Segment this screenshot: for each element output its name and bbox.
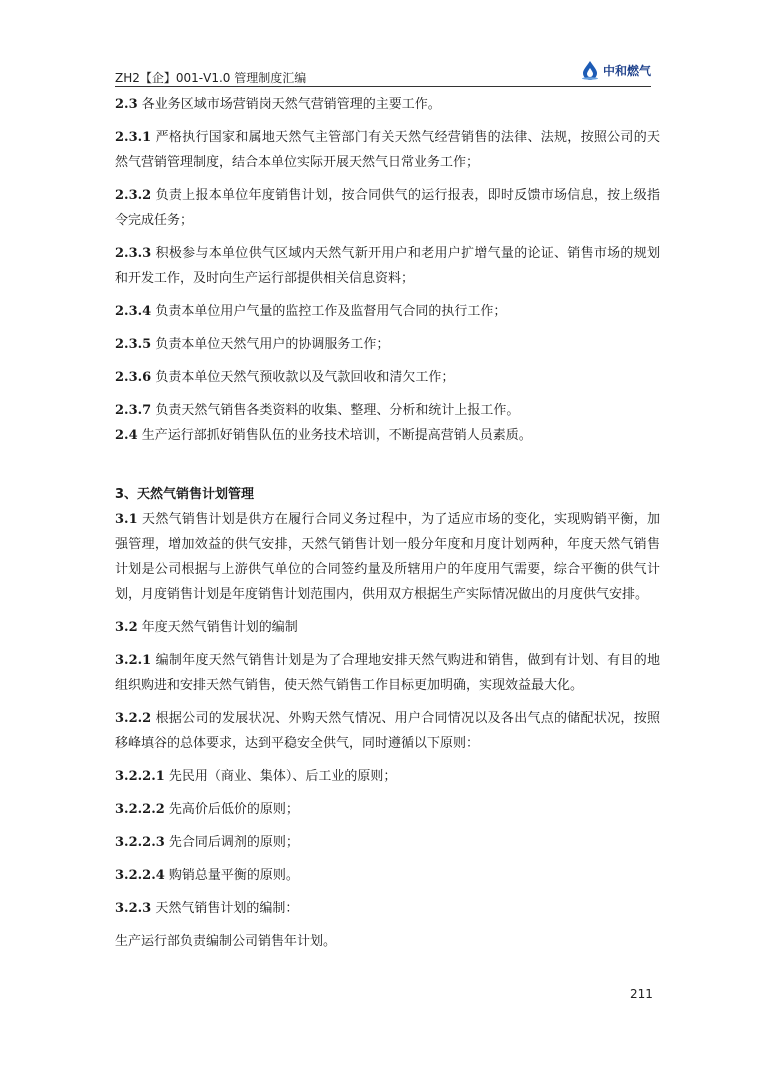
paragraph-3-2-2-2: 3.2.2.2 先高价后低价的原则； xyxy=(115,802,299,817)
header-divider xyxy=(115,86,651,87)
section-3-heading: 3、天然气销售计划管理 xyxy=(115,487,255,502)
paragraph-3-2-3: 3.2.3 天然气销售计划的编制： xyxy=(115,901,299,916)
paragraph-3-1: 3.1 天然气销售计划是供方在履行合同义务过程中，为了适应市场的变化，实现购销平衡，加强管理，增加效益的供气安排，天然气销售计划一般分年度和月度计划两种，年度天然气销售计划是公司根据与上游供气单位的合同签约量及所辖用户的年度用气需要，综合平衡的供气计划，月度销售计划是年度销售计划范围内，供用双方根据生产实际情况做出的月度供气安排。 xyxy=(115,512,660,602)
paragraph-3-2-1: 3.2.1 编制年度天然气销售计划是为了合理地安排天然气购进和销售，做到有计划、有目的地组织购进和安排天然气销售，使天然气销售工作目标更加明确，实现效益最大化。 xyxy=(115,653,660,693)
flame-drop-icon xyxy=(580,60,600,80)
paragraph-2-3-1: 2.3.1 严格执行国家和属地天然气主管部门有关天然气经营销售的法律、法规，按照公司的天然气营销管理制度，结合本单位实际开展天然气日常业务工作； xyxy=(115,130,660,170)
paragraph-2-3-7: 2.3.7 负责天然气销售各类资料的收集、整理、分析和统计上报工作。 xyxy=(115,403,520,418)
paragraph-3-2-2: 3.2.2 根据公司的发展状况、外购天然气情况、用户合同情况以及各出气点的储配状况，按照移峰填谷的总体要求，达到平稳安全供气，同时遵循以下原则： xyxy=(115,711,660,751)
paragraph-3-2: 3.2 年度天然气销售计划的编制 xyxy=(115,620,298,635)
paragraph-final: 生产运行部负责编制公司销售年计划。 xyxy=(115,934,337,949)
company-logo xyxy=(580,60,651,80)
page-number: 211 xyxy=(630,987,653,1001)
paragraph-2-3-5: 2.3.5 负责本单位天然气用户的协调服务工作； xyxy=(115,337,390,352)
paragraph-3-2-2-4: 3.2.2.4 购销总量平衡的原则。 xyxy=(115,868,299,883)
paragraph-3-2-2-3: 3.2.2.3 先合同后调剂的原则； xyxy=(115,835,299,850)
header-title: ZH2【企】001-V1.0 管理制度汇编 xyxy=(115,71,307,85)
logo-text: 中和燃气 xyxy=(602,63,651,78)
paragraph-3-2-2-1: 3.2.2.1 先民用（商业、集体）、后工业的原则； xyxy=(115,769,397,784)
paragraph-2-3-6: 2.3.6 负责本单位天然气预收款以及气款回收和清欠工作； xyxy=(115,370,455,385)
paragraph-2-3-4: 2.3.4 负责本单位用户气量的监控工作及监督用气合同的执行工作； xyxy=(115,304,507,319)
paragraph-2-3-2: 2.3.2 负责上报本单位年度销售计划，按合同供气的运行报表，即时反馈市场信息，按上级指令完成任务； xyxy=(115,188,660,228)
page-header xyxy=(115,58,651,86)
document-body xyxy=(115,92,660,954)
paragraph-2-4: 2.4 生产运行部抓好销售队伍的业务技术培训，不断提高营销人员素质。 xyxy=(115,428,532,443)
paragraph-2-3-3: 2.3.3 积极参与本单位供气区域内天然气新开用户和老用户扩增气量的论证、销售市场的规划和开发工作，及时向生产运行部提供相关信息资料； xyxy=(115,246,660,286)
paragraph-2-3: 2.3 各业务区域市场营销岗天然气营销管理的主要工作。 xyxy=(115,97,441,112)
